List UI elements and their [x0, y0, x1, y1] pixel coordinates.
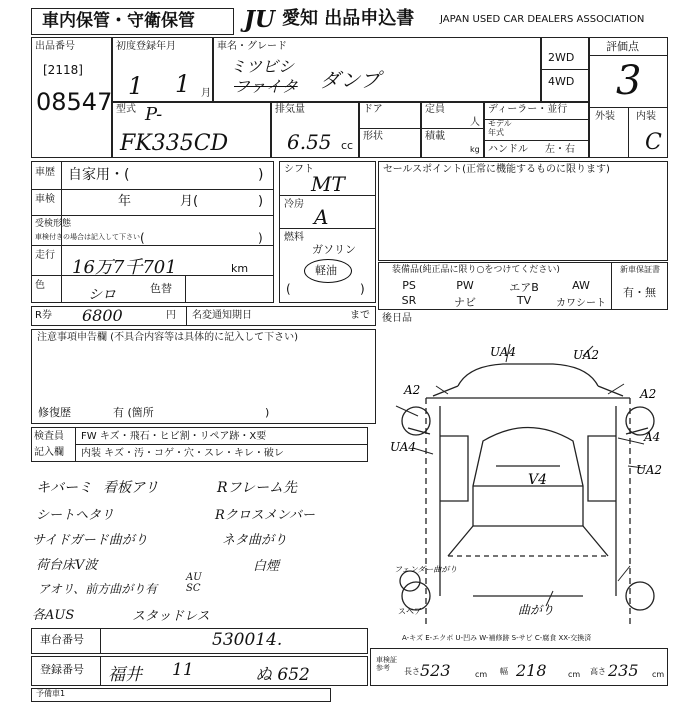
color-value: シロ	[88, 287, 116, 303]
remark-item: 白煙	[253, 559, 280, 574]
equipment-navi: ナビ	[454, 296, 476, 309]
recycle-unit: 円	[166, 310, 176, 321]
diagram-mark: UA4	[390, 440, 417, 454]
diagram-mark: A2	[404, 383, 421, 397]
capacity-unit: 人	[470, 117, 480, 128]
ju-logo: JU	[244, 6, 275, 33]
diagram-fender-note: フェンダー曲がり	[394, 565, 458, 574]
equipment-label: 装備品(純正品に限り○をつけてください)	[392, 265, 560, 275]
equipment-pw: PW	[456, 279, 474, 292]
lot-sub-number: [2118]	[43, 63, 83, 77]
inspector-row-interior: 内装 キズ・汚・コゲ・穴・スレ・キレ・破レ	[81, 448, 284, 459]
model-type-value: FK335CD	[120, 131, 229, 156]
plate-label: 登録番号	[40, 663, 84, 676]
form-title: 愛知 出品申込書	[282, 8, 415, 29]
equipment-airbag: エアB	[509, 281, 539, 294]
history-close: )	[258, 167, 264, 183]
dealer-label: ディーラー・並行	[488, 104, 568, 115]
lot-number: 08547	[36, 88, 113, 116]
history-value: 自家用・(	[68, 167, 130, 183]
remark-item: 荷台床V波	[36, 558, 98, 573]
name-change-note: まで	[350, 310, 370, 321]
association-name: JAPAN USED CAR DEALERS ASSOCIATION	[440, 14, 645, 25]
width-label: 幅	[500, 667, 508, 676]
remark-item: アオリ、前方曲がり有	[38, 582, 158, 596]
plate-class: 11	[172, 660, 194, 680]
handover-note: 車検付きの場合は記入して下さい	[35, 233, 140, 241]
score-label: 評価点	[606, 40, 639, 53]
shift-value: MT	[311, 172, 345, 196]
notes-block	[31, 329, 376, 424]
diagram-mark: 曲がり	[518, 603, 555, 617]
fuel-gasoline: ガソリン	[312, 243, 356, 256]
inspector-label: 検査員	[34, 431, 64, 442]
fuel-diesel: 軽油	[315, 264, 337, 277]
drive-2wd: 2WD	[548, 51, 575, 64]
diagram-roof-front	[458, 364, 598, 386]
mileage-unit: km	[231, 262, 249, 275]
lot-number-label: 出品番号	[35, 41, 75, 52]
fuel-open: (	[286, 282, 291, 296]
diagram-spare-label: スペア	[398, 607, 422, 616]
diagram-mark: UA4	[490, 345, 517, 359]
equipment-tv: TV	[516, 294, 532, 307]
model-type-label: 型式	[116, 104, 136, 115]
inspector-note-label: 記入欄	[34, 447, 64, 458]
storage-label: 車内保管・守衛保管	[42, 11, 195, 31]
diagram-spare-wheel	[400, 571, 420, 591]
inspection-month: 月(	[180, 194, 199, 209]
mileage-label: 走行	[35, 250, 55, 261]
width-value: 218	[516, 661, 547, 680]
fuel-diesel-circle	[304, 259, 352, 283]
chassis-label: 車台番号	[40, 633, 84, 646]
repair-history-close: )	[265, 406, 270, 419]
new-warranty-value: 有・無	[623, 286, 656, 299]
length-unit: cm	[475, 670, 488, 679]
drive-4wd: 4WD	[548, 75, 575, 88]
repair-history-value: 有 (箇所	[113, 406, 154, 419]
fuel-close: )	[360, 282, 365, 296]
length-label: 長さ	[404, 667, 420, 676]
diagram-wheel	[626, 582, 654, 610]
first-registration-label: 初度登録年月	[116, 41, 176, 52]
repair-history-label: 修復歴	[38, 406, 71, 419]
remark-item: Rフレーム先	[217, 480, 297, 496]
height-label: 高さ	[590, 667, 606, 676]
door-label: ドア	[363, 104, 383, 115]
sales-point-label: セールスポイント(正常に機能するものに限ります)	[383, 164, 610, 175]
equipment-aw: AW	[572, 279, 590, 292]
history-label: 車歴	[35, 167, 55, 178]
displacement-unit: cc	[341, 139, 354, 152]
diagram-mark: A2	[640, 387, 657, 401]
model-year-label: モデル 年式	[488, 119, 512, 137]
registration-month: 1	[175, 70, 191, 98]
score-value: 3	[616, 58, 642, 104]
exterior-score: C	[645, 130, 662, 155]
diagram-mark: V4	[528, 472, 548, 488]
sales-point-block	[378, 161, 668, 261]
color-change-label: 色替	[150, 282, 172, 295]
inspection-year: 年	[118, 194, 132, 209]
rear-items-label: 後日品	[382, 313, 412, 324]
equipment-sr: SR	[401, 294, 417, 307]
remark-item: サイドガード曲がり	[32, 533, 148, 548]
damage-legend: A-キズ E-エクボ U-凹み W-補修跡 S-サビ C-腐食 XX-交換済	[402, 634, 592, 642]
car-name-label: 車名・グレード	[217, 41, 287, 52]
exterior-label: 外装	[595, 111, 615, 122]
handle-label: ハンドル	[488, 144, 528, 155]
name-change-label: 名変通知期日	[192, 310, 252, 321]
car-maker: ミツビシ	[230, 57, 295, 76]
interior-label: 内装	[636, 111, 656, 122]
load-label: 積載	[425, 131, 445, 142]
diagram-wheel	[402, 582, 430, 610]
plate-region: 福井	[108, 665, 142, 685]
recycle-value: 6800	[82, 306, 123, 325]
remark-item: 看板アリ	[103, 480, 159, 496]
height-value: 235	[608, 661, 639, 680]
new-warranty-label: 新車保証書	[620, 265, 660, 274]
car-grade: ダンプ	[320, 68, 381, 92]
cooler-value: A	[314, 205, 329, 229]
diagram-mark: UA2	[573, 348, 600, 362]
handover-open: (	[140, 231, 145, 245]
registration-month-unit: 月	[201, 88, 211, 99]
remark-item: スタッドレス	[132, 609, 210, 624]
remark-item: 各AUS	[32, 608, 75, 623]
remark-item: キバーミ	[36, 480, 92, 496]
dimensions-label: 車検証 参考	[376, 656, 397, 672]
inspector-row-glass: FW キズ・飛石・ヒビ割・リペア跡・X要	[81, 431, 267, 442]
shift-label: シフト	[284, 164, 314, 175]
remark-item: ネタ曲がり	[222, 533, 288, 548]
damage-diagram	[378, 326, 668, 626]
load-unit: kg	[470, 145, 480, 154]
plate-number: ぬ 652	[255, 665, 310, 685]
model-type-prefix: P-	[145, 104, 163, 125]
chassis-number: 530014.	[212, 630, 283, 650]
capacity-label: 定員	[425, 104, 445, 115]
width-unit: cm	[568, 670, 581, 679]
notes-label: 注意事項申告欄 (不具合内容等は具体的に記入して下さい)	[37, 332, 298, 343]
recycle-label: R券	[35, 310, 52, 321]
handover-label: 受検形態	[35, 219, 72, 229]
height-unit: cm	[652, 670, 665, 679]
color-label: 色	[35, 280, 45, 291]
handover-close: )	[258, 231, 263, 245]
equipment-ps: PS	[402, 279, 416, 292]
diagram-mark: UA2	[636, 463, 663, 477]
length-value: 523	[420, 661, 451, 680]
mileage-value: 16万7千701	[72, 257, 177, 278]
displacement-value: 6.55	[287, 130, 332, 154]
remark-item: AU SC	[186, 572, 202, 594]
inspection-close: )	[258, 194, 264, 209]
displacement-label: 排気量	[275, 104, 305, 115]
remark-item: シートヘタリ	[36, 508, 115, 523]
handle-options: 左・右	[545, 144, 575, 155]
footer-label: 予備車1	[36, 689, 66, 698]
cooler-label: 冷房	[284, 199, 304, 210]
car-grade-struck: ファイタ	[234, 77, 298, 96]
registration-year: 1	[128, 72, 144, 100]
storage-label-box	[31, 8, 234, 35]
remark-item: Rクロスメンバー	[215, 508, 315, 523]
shape-label: 形状	[363, 131, 383, 142]
inspection-label: 車検	[35, 194, 55, 205]
diagram-mark: A4	[644, 430, 661, 444]
fuel-label: 燃料	[284, 232, 304, 243]
equipment-seat: カワシート	[556, 298, 606, 309]
